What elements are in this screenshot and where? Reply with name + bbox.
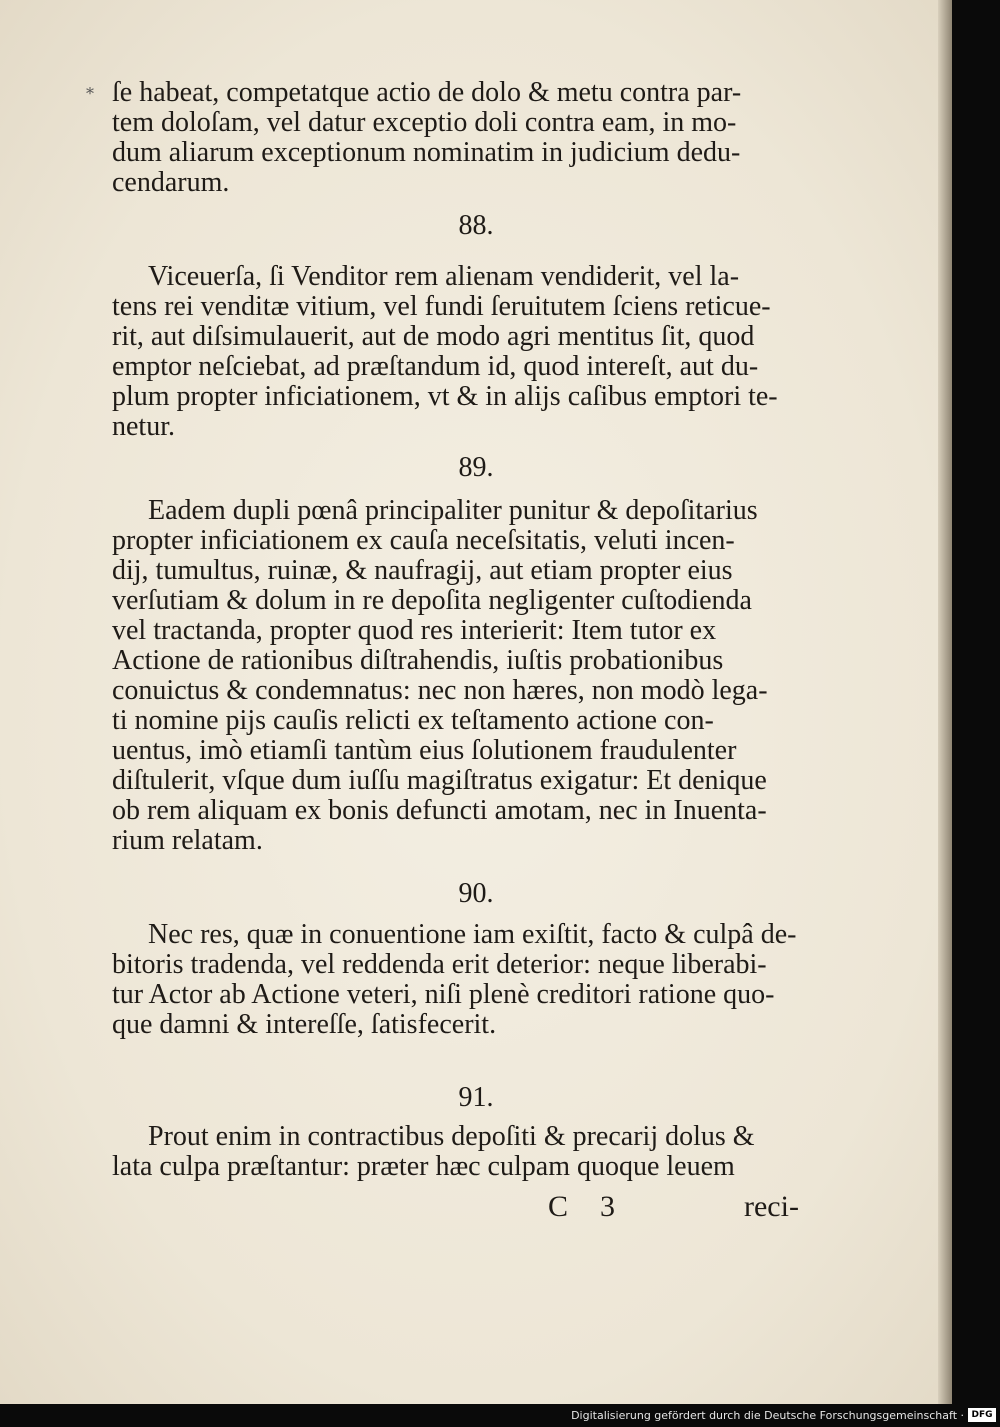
- text-line: tem doloſam, vel datur exceptio doli contra eam, in mo-: [112, 107, 737, 138]
- text-line: ſe habeat, competatque actio de dolo & metu contra par-: [112, 77, 742, 108]
- paragraph-91: [112, 1122, 812, 1182]
- text-line: que damni & intereſſe, ſatisfecerit.: [112, 1009, 497, 1040]
- text-line: Nec res, quæ in conuentione iam exiſtit, facto & culpâ de-: [148, 919, 797, 950]
- text-line: dij, tumultus, ruinæ, & naufragij, aut etiam propter eius: [112, 555, 733, 586]
- text-line: tens rei venditæ vitium, vel fundi ſeruitutem ſciens reticue-: [112, 291, 771, 322]
- text-line: verſutiam & dolum in re depoſita negligenter cuſtodienda: [112, 585, 752, 616]
- paragraph-90: [112, 920, 812, 1040]
- text-line: bitoris tradenda, vel reddenda erit deterior: neque liberabi-: [112, 949, 767, 980]
- paragraph-89: [112, 496, 812, 856]
- text-line: uentus, imò etiamſi tantùm eius ſolutionem fraudulenter: [112, 735, 737, 766]
- text-line: rit, aut diſsimulauerit, aut de modo agri mentitus ſit, quod: [112, 321, 755, 352]
- dfg-logo: DFG: [968, 1408, 996, 1422]
- paragraph-number-91: 91.: [458, 1082, 494, 1113]
- text-line: propter inficiationem ex cauſa neceſsitatis, veluti incen-: [112, 525, 735, 556]
- paragraph-number-90: 90.: [458, 878, 494, 909]
- signature-number: 3: [600, 1190, 615, 1223]
- text-line: cendarum.: [112, 167, 230, 198]
- text-line: Actione de rationibus diſtrahendis, iuſtis probationibus: [112, 645, 724, 676]
- text-line: dum aliarum exceptionum nominatim in judicium dedu-: [112, 137, 741, 168]
- text-line: netur.: [112, 411, 175, 442]
- text-line: plum propter inficiationem, vt & in alijs caſibus emptori te-: [112, 381, 778, 412]
- signature-mark: C: [548, 1190, 569, 1223]
- text-line: ob rem aliquam ex bonis defuncti amotam, nec in Inuenta-: [112, 795, 767, 826]
- text-line: lata culpa præſtantur: præter hæc culpam quoque leuem: [112, 1151, 735, 1182]
- text-line: diſtulerit, vſque dum iuſſu magiſtratus exigatur: Et denique: [112, 765, 767, 796]
- text-line: Viceuerſa, ſi Venditor rem alienam vendiderit, vel la-: [148, 261, 740, 292]
- text-line: Prout enim in contractibus depoſiti & precarij dolus &: [148, 1121, 755, 1152]
- digitization-footer: [0, 1404, 1000, 1427]
- text-line: Eadem dupli pœnâ principaliter punitur & depoſitarius: [148, 495, 758, 526]
- text-line: tur Actor ab Actione veteri, niſi plenè creditori ratione quo-: [112, 979, 775, 1010]
- text-line: vel tractanda, propter quod res interierit: Item tutor ex: [112, 615, 717, 646]
- paragraph-number-88: 88.: [458, 210, 494, 241]
- text-line: rium relatam.: [112, 825, 263, 856]
- paragraph-88: [112, 262, 812, 442]
- paragraph-number-89: 89.: [458, 452, 494, 483]
- text-line: emptor neſciebat, ad præſtandum id, quod intereſt, aut du-: [112, 351, 759, 382]
- funding-credit: Digitalisierung gefördert durch die Deutsche Forschungsgemeinschaft ·: [571, 1409, 964, 1422]
- marginal-mark: *: [86, 84, 94, 103]
- text-line: ti nomine pijs cauſis relicti ex teſtamento actione con-: [112, 705, 714, 736]
- text-line: conuictus & condemnatus: nec non hæres, non modò lega-: [112, 675, 768, 706]
- catchword: reci-: [744, 1190, 799, 1223]
- paragraph-87-continuation: [112, 78, 812, 198]
